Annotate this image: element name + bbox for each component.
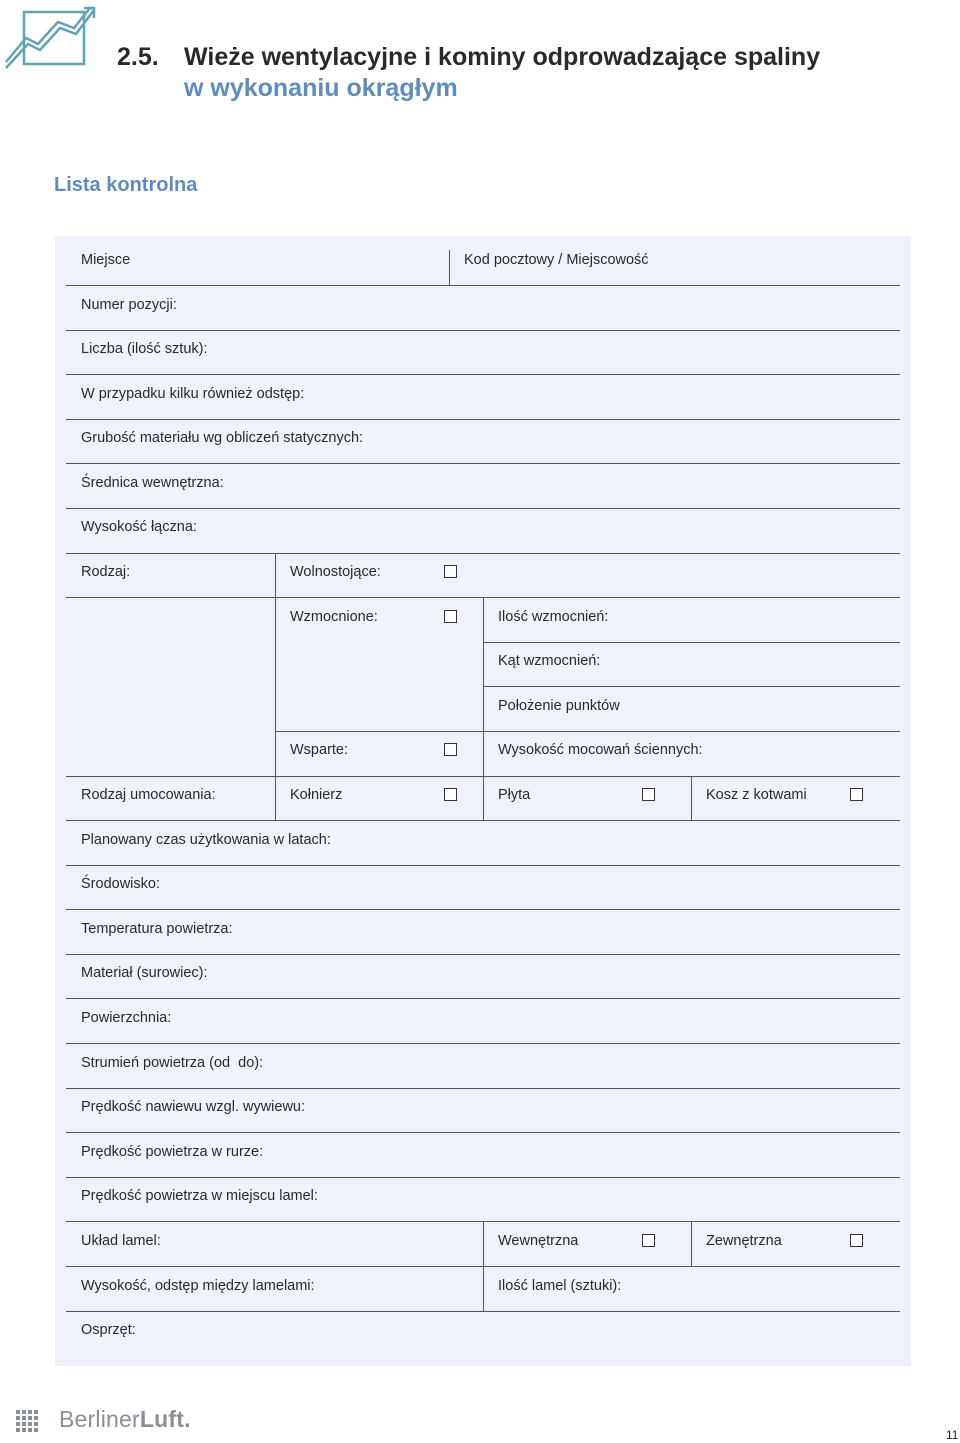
column-divider [483,1221,484,1311]
odstep-label: W przypadku kilku również odstęp: [81,386,305,402]
grid-logo-icon [16,1410,38,1432]
column-divider [691,1221,692,1266]
predkosc-nawiewu-label: Prędkość nawiewu wzgl. wywiewu: [81,1099,306,1115]
column-divider [691,776,692,820]
srodowisko-label: Środowisko: [81,876,160,892]
row-divider [483,642,900,643]
section-number: 2.5. [117,43,159,71]
wysokosc-label: Wysokość łączna: [81,519,197,535]
kolnierz-checkbox[interactable] [444,788,457,801]
row-divider [66,553,900,554]
predkosc-rura-label: Prędkość powietrza w rurze: [81,1144,264,1160]
osprzet-label: Osprzęt: [81,1322,136,1338]
predkosc-lamel-label: Prędkość powietrza w miejscu lamel: [81,1188,318,1204]
wsparte-label: Wsparte: [290,742,349,758]
czas-uzytkowania-label: Planowany czas użytkowania w latach: [81,832,331,848]
row-divider [66,998,900,999]
kod-pocztowy-label: Kod pocztowy / Miejscowość [464,252,649,268]
row-divider [66,1132,900,1133]
row-divider [66,374,900,375]
row-divider [66,1088,900,1089]
row-divider [66,1043,900,1044]
wzmocnione-checkbox[interactable] [444,610,457,623]
srednica-label: Średnica wewnętrzna: [81,475,224,491]
powierzchnia-label: Powierzchnia: [81,1010,172,1026]
row-divider [275,731,900,732]
brand-name-bold: Luft. [139,1406,191,1432]
wsparte-checkbox[interactable] [444,743,457,756]
liczba-label: Liczba (ilość sztuk): [81,341,208,357]
row-divider [66,285,900,286]
plyta-checkbox[interactable] [642,788,655,801]
wolnostojace-checkbox[interactable] [444,565,457,578]
chart-trend-icon [4,4,96,74]
rodzaj-label: Rodzaj: [81,564,131,580]
wewnetrzna-checkbox[interactable] [642,1234,655,1247]
brand-name [59,1406,191,1433]
wysokosc-odstep-label: Wysokość, odstęp między lamelami: [81,1278,315,1294]
uklad-lamel-label: Układ lamel: [81,1233,161,1249]
column-divider [483,597,484,820]
kosz-checkbox[interactable] [850,788,863,801]
row-divider [66,463,900,464]
row-divider [66,419,900,420]
wolnostojace-label: Wolnostojące: [290,564,381,580]
kosz-label: Kosz z kotwami [706,787,807,803]
temperatura-label: Temperatura powietrza: [81,921,233,937]
numer-pozycji-label: Numer pozycji: [81,297,177,313]
row-divider [66,820,900,821]
kat-wzmocnien-label: Kąt wzmocnień: [498,653,601,669]
row-divider [66,865,900,866]
plyta-label: Płyta [498,787,531,803]
berlinerluft-logo [16,1406,216,1436]
brand-name-regular: Berliner [59,1406,140,1432]
wzmocnione-label: Wzmocnione: [290,609,378,625]
grubosc-label: Grubość materiału wg obliczeń statycznych: [81,430,364,446]
page-number: 11 [946,1428,959,1442]
row-divider [66,1311,900,1312]
row-divider [66,909,900,910]
row-divider [66,954,900,955]
zewnetrzna-checkbox[interactable] [850,1234,863,1247]
column-divider [275,553,276,820]
strumien-label: Strumień powietrza (od do): [81,1055,264,1071]
row-divider [66,1177,900,1178]
page-title: Wieże wentylacyjne i kominy odprowadzające spaliny [184,43,821,71]
row-divider [483,686,900,687]
ilosc-lamel-label: Ilość lamel (sztuki): [498,1278,622,1294]
checklist-heading: Lista kontrolna [54,174,198,196]
polozenie-punktow-label: Położenie punktów [498,698,620,714]
rodzaj-umocowania-label: Rodzaj umocowania: [81,787,216,803]
wewnetrzna-label: Wewnętrzna [498,1233,579,1249]
material-label: Materiał (surowiec): [81,965,208,981]
kolnierz-label: Kołnierz [290,787,343,803]
wysokosc-mocowan-label: Wysokość mocowań ściennych: [498,742,703,758]
page-subtitle: w wykonaniu okrągłym [184,74,458,102]
row-divider [66,508,900,509]
ilosc-wzmocnien-label: Ilość wzmocnień: [498,609,609,625]
column-divider [449,250,450,285]
zewnetrzna-label: Zewnętrzna [706,1233,782,1249]
row-divider [66,330,900,331]
miejsce-label: Miejsce [81,252,131,268]
